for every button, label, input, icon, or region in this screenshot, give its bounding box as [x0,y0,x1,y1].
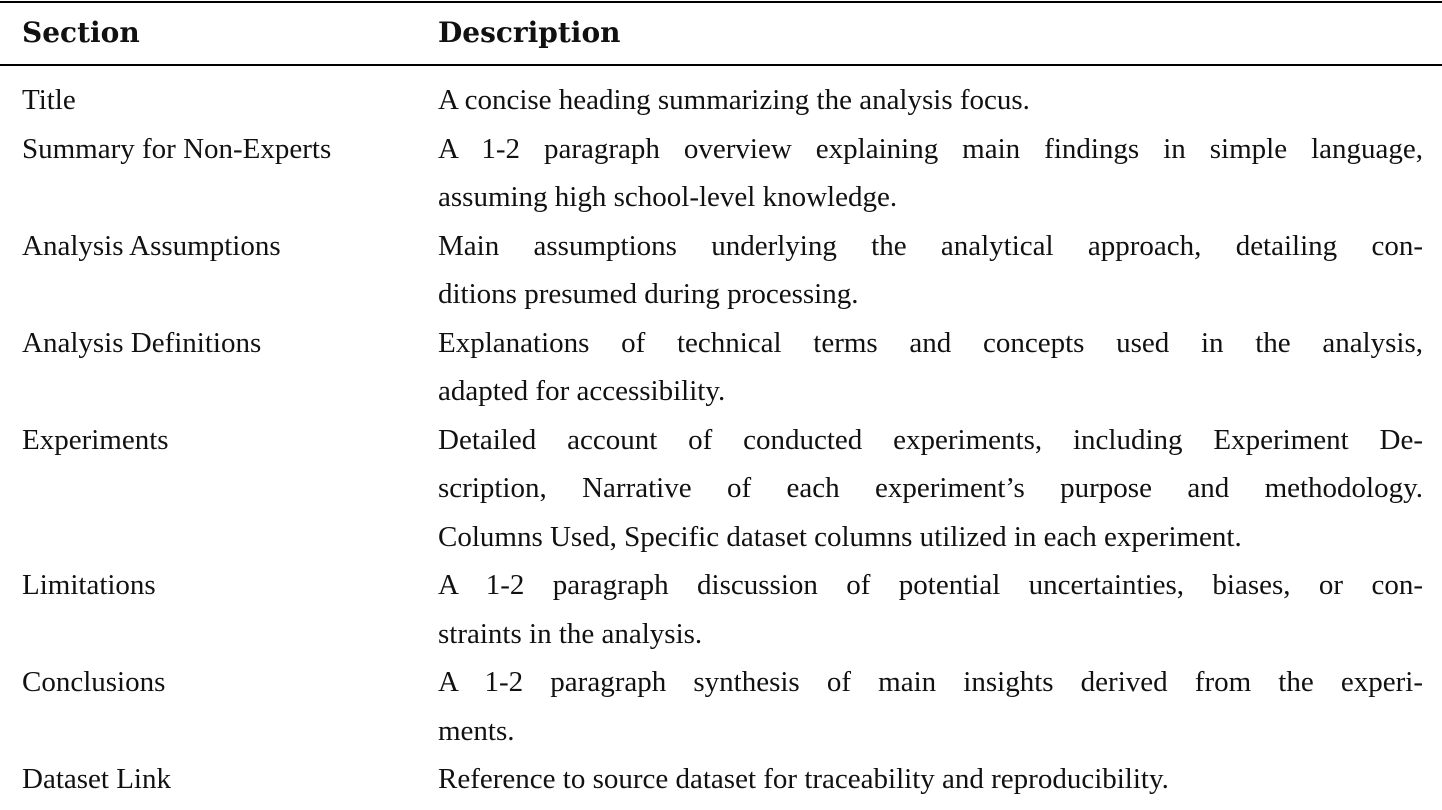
section-name-cell: Dataset Link [22,763,171,795]
table-row [0,319,1442,416]
table-row [0,76,1442,125]
description-line: Detailed account of conducted experiments, including Experiment De- [438,423,1423,456]
table-row [0,222,1442,319]
description-line: Columns Used, Specific dataset columns utilized in each experiment. [438,520,1242,553]
description-line: Reference to source dataset for traceability and reproducibility. [438,763,1169,795]
header-section: Section [22,16,140,49]
section-name-cell: Analysis Definitions [22,326,262,359]
section-name-cell: Summary for Non-Experts [22,132,332,165]
description-cell [438,125,1423,222]
description-line: A 1-2 paragraph overview explaining main findings in simple language, [438,132,1423,165]
table-row [0,416,1442,562]
description-line: Main assumptions underlying the analytical approach, detailing con- [438,229,1423,262]
description-cell [438,561,1423,658]
description-line: A 1-2 paragraph discussion of potential uncertainties, biases, or con- [438,569,1423,601]
description-line: A concise heading summarizing the analysis focus. [438,84,1030,116]
section-name-cell: Experiments [22,423,169,456]
description-cell [438,319,1423,416]
section-name-cell: Title [22,84,76,116]
description-cell [438,76,1423,125]
description-line: ments. [438,714,515,747]
description-cell [438,416,1423,562]
description-line: scription, Narrative of each experiment’s purpose and methodology. [438,472,1423,504]
table-header-row [0,0,1442,66]
description-line: assuming high school-level knowledge. [438,181,898,213]
table-header-rule [0,64,1442,66]
description-line: adapted for accessibility. [438,375,726,407]
header-description: Description [438,16,621,49]
description-line: Explanations of technical terms and concepts used in the analysis, [438,326,1423,359]
description-line: straints in the analysis. [438,617,703,650]
table-row [0,658,1442,755]
description-cell [438,222,1423,319]
section-name-cell: Conclusions [22,666,166,698]
table-row [0,125,1442,222]
description-line: A 1-2 paragraph synthesis of main insights derived from the experi- [438,666,1423,698]
table-row [0,561,1442,658]
table-body [0,76,1442,804]
section-name-cell: Analysis Assumptions [22,229,281,262]
table-row [0,755,1442,804]
description-cell [438,755,1423,804]
section-name-cell: Limitations [22,569,156,601]
description-line: ditions presumed during processing. [438,278,859,310]
description-cell [438,658,1423,755]
